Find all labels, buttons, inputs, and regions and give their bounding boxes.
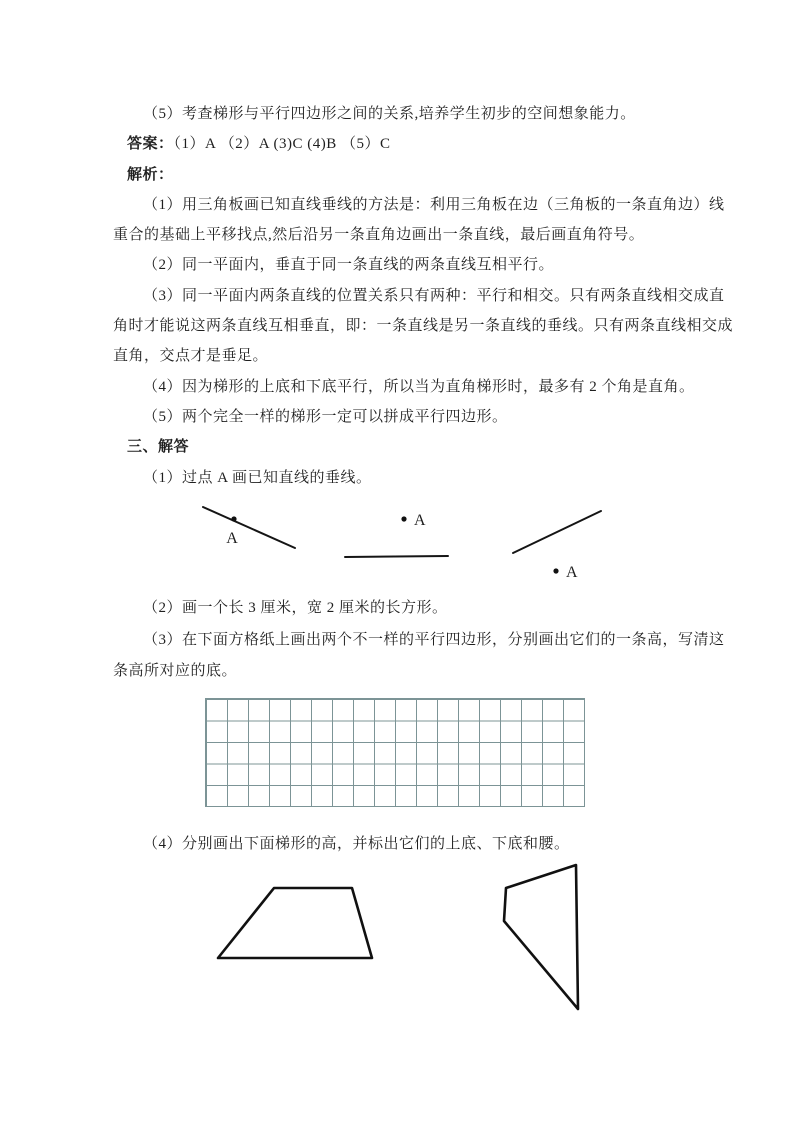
analysis-p3-line3: 直角，交点才是垂足。 (113, 348, 269, 365)
point-a-dot-right (553, 568, 558, 573)
analysis-p4: （4）因为梯形的上底和下底平行，所以当为直角梯形时，最多有 2 个角是直角。 (143, 378, 695, 395)
question-4-line: （4）分别画出下面梯形的高，并标出它们的上底、下底和腰。 (143, 836, 570, 852)
point-a-label-right: A (566, 564, 578, 581)
review-point-line: （5）考查梯形与平行四边形之间的关系,培养学生初步的空间想象能力。 (143, 106, 636, 122)
analysis-p1-line2: 重合的基础上平移找点,然后沿另一条直角边画出一条直线，最后画直角符号。 (113, 227, 645, 244)
trapezoid-left (218, 888, 372, 958)
point-a-label-middle: A (414, 512, 426, 529)
answer-key-line (113, 129, 679, 159)
question-3-line1: （3）在下面方格纸上画出两个不一样的平行四边形，分别画出它们的一条高，写清这 (143, 631, 725, 648)
analysis-heading: 解析： (127, 166, 174, 183)
question-2-line: （2）画一个长 3 厘米，宽 2 厘米的长方形。 (143, 600, 448, 616)
analysis-p5: （5）两个完全一样的梯形一定可以拼成平行四边形。 (143, 408, 508, 425)
analysis-p1-line1: （1）用三角板画已知直线垂线的方法是：利用三角板在边（三角板的一条直角边）线 (143, 196, 725, 213)
line-segment-left (203, 507, 295, 548)
question-3-line2: 条高所对应的底。 (113, 663, 238, 679)
section3-heading: 三、解答 (127, 439, 190, 456)
question-1-line: （1）过点 A 画已知直线的垂线。 (143, 469, 372, 486)
line-segment-right (513, 511, 601, 553)
point-a-label-left: A (226, 530, 238, 547)
trapezoids-figure (195, 855, 595, 1020)
analysis-p2: （2）同一平面内，垂直于同一条直线的两条直线互相平行。 (143, 257, 555, 274)
line-segment-middle (345, 556, 448, 557)
answers-analysis-block (113, 99, 734, 493)
questions-2-3-block (113, 593, 725, 688)
point-a-dot-middle (401, 516, 406, 521)
perpendicular-exercise-figure (150, 495, 620, 590)
answer-key-value: （1）A （2）A (3)C (4)B （5）C (173, 136, 391, 153)
point-a-dot-left (231, 516, 236, 521)
analysis-p3-line1: （3）同一平面内两条直线的位置关系只有两种：平行和相交。只有两条直线相交成直 (143, 287, 725, 304)
trapezoid-right (504, 865, 578, 1009)
answer-key-label: 答案： (127, 136, 174, 153)
analysis-p3-line2: 角时才能说这两条直线互相垂直，即：一条直线是另一条直线的垂线。只有两条直线相交成 (113, 318, 734, 335)
grid-paper (205, 698, 585, 807)
